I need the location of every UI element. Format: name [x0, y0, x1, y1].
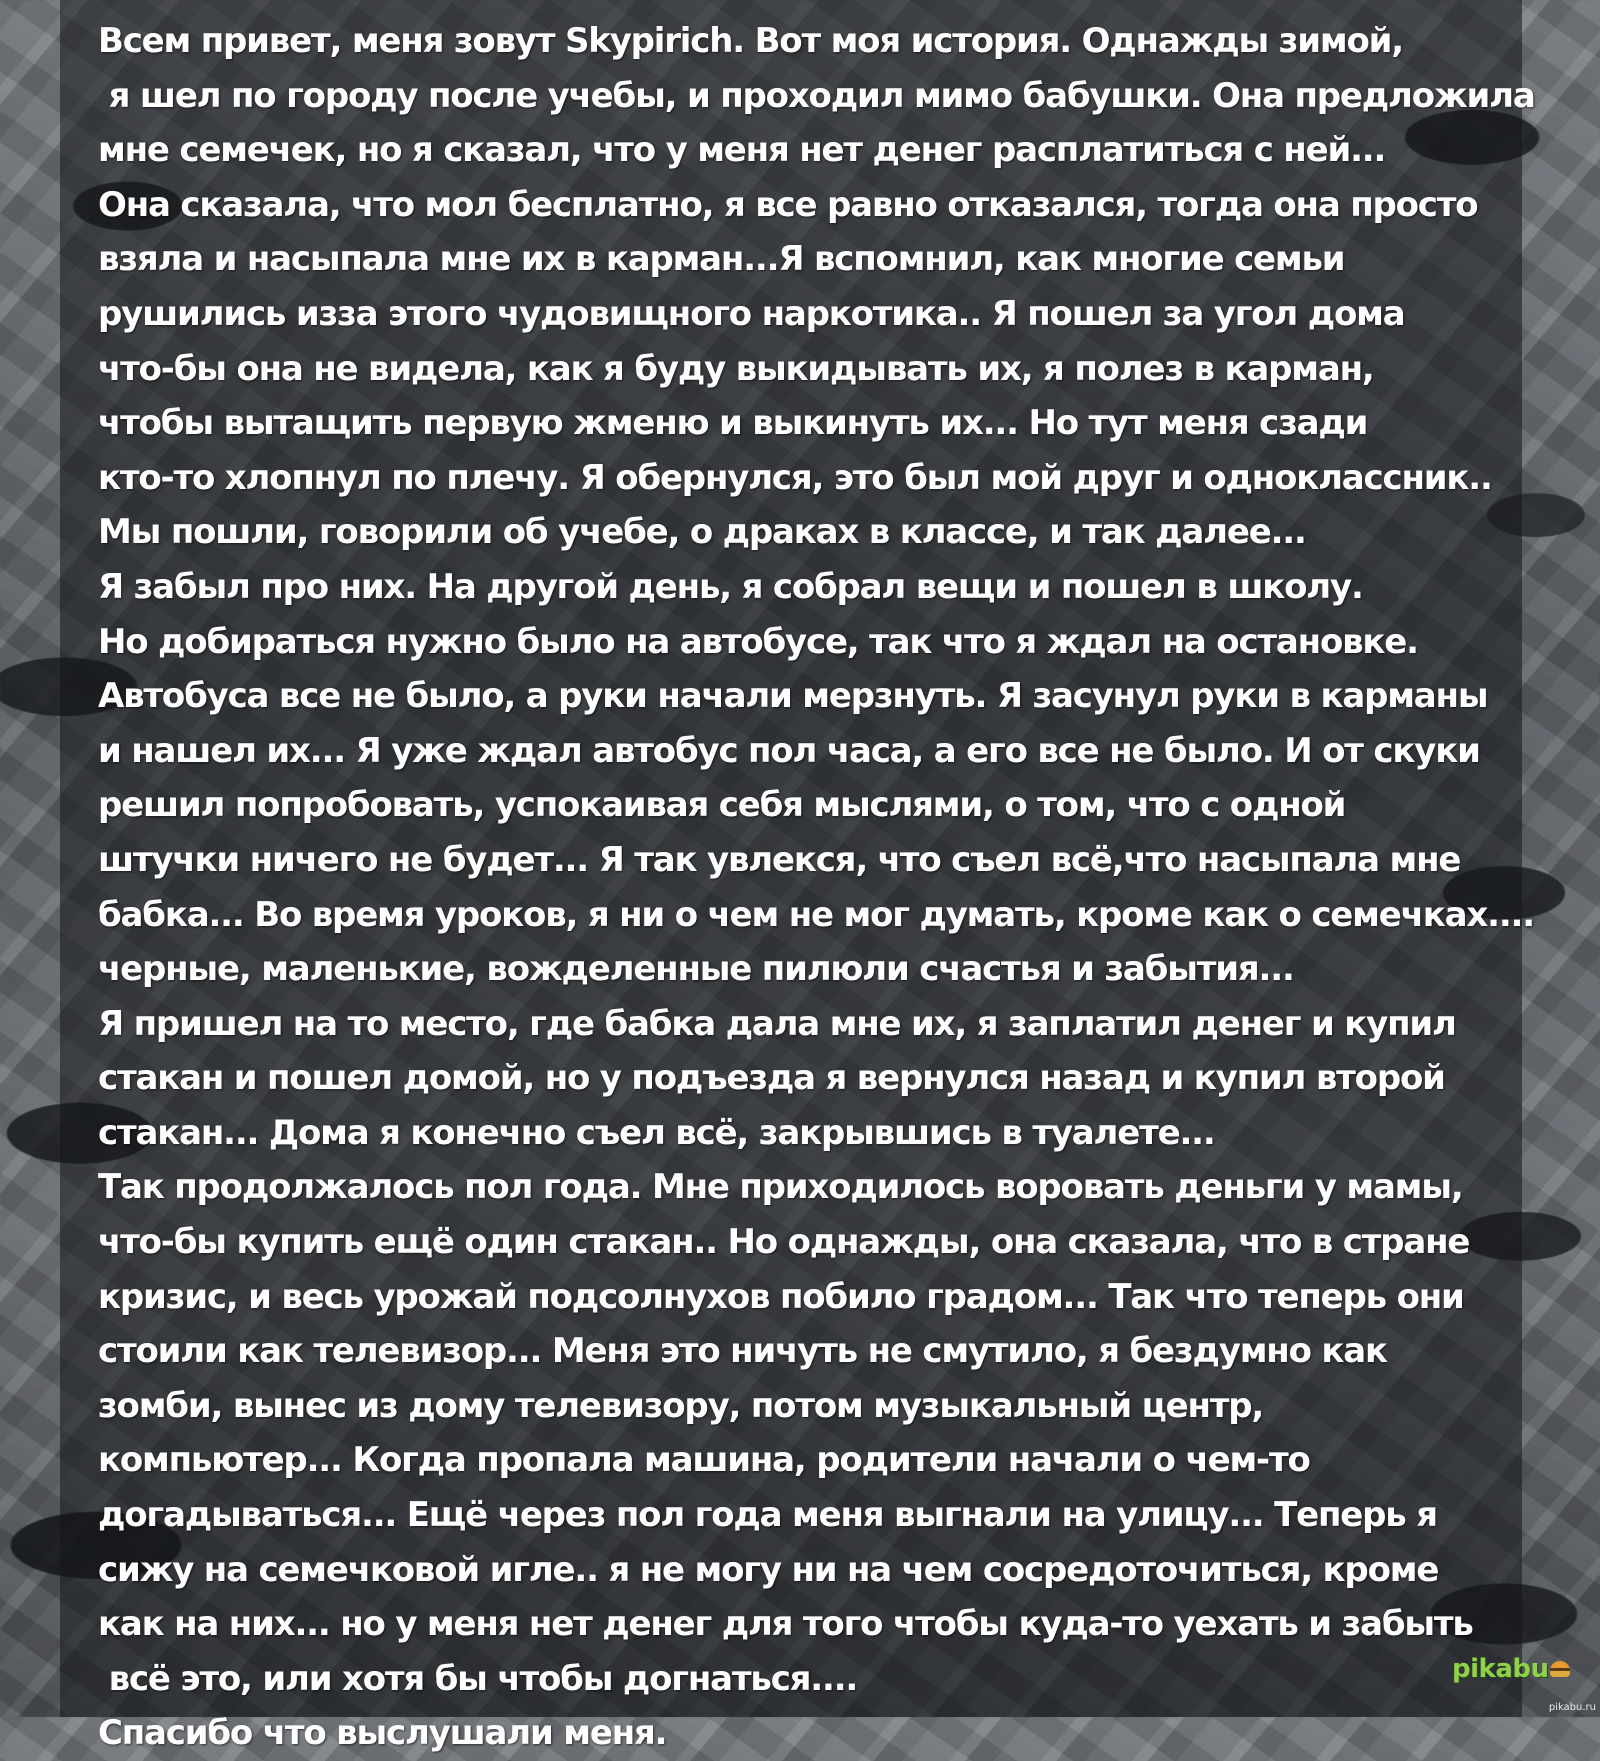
story-line: стакан и пошел домой, но у подъезда я вернулся назад и купил второй — [98, 1058, 1445, 1099]
story-line: кто-то хлопнул по плечу. Я обернулся, это был мой друг и одноклассник.. — [98, 457, 1492, 498]
story-line: штучки ничего не будет... Я так увлекся, что съел всё,что насыпала мне — [98, 839, 1461, 880]
story-line: стоили как телевизор... Меня это ничуть не смутило, я бездумно как — [98, 1331, 1387, 1372]
pikabu-logo-text: pikabu — [1452, 1654, 1549, 1684]
story-line: что-бы купить ещё один стакан.. Но однажды, она сказала, что в стране — [98, 1222, 1470, 1263]
story-line: Спасибо что выслушали меня. — [98, 1713, 667, 1754]
story-line: Всем привет, меня зовут Skypirich. Вот моя история. Однажды зимой, — [98, 21, 1403, 61]
story-line: кризис, и весь урожай подсолнухов побило градом... Так что теперь они — [98, 1276, 1464, 1317]
site-watermark: pikabu.ru — [1548, 1702, 1596, 1713]
story-line: Так продолжалось пол года. Мне приходилось воровать деньги у мамы, — [98, 1167, 1463, 1208]
story-line: Я забыл про них. На другой день, я собрал вещи и пошел в школу. — [98, 566, 1363, 607]
story-line: всё это, или хотя бы чтобы догнаться.... — [98, 1658, 858, 1699]
burger-icon — [1550, 1661, 1570, 1677]
story-line: Мы пошли, говорили об учебе, о драках в классе, и так далее... — [98, 512, 1306, 553]
story-line: догадываться... Ещё через пол года меня выгнали на улицу... Теперь я — [98, 1495, 1437, 1536]
story-line: компьютер... Когда пропала машина, родители начали о чем-то — [98, 1440, 1310, 1481]
story-line: Я пришел на то место, где бабка дала мне их, я заплатил денег и купил — [98, 1003, 1456, 1044]
story-line: бабка... Во время уроков, я ни о чем не мог думать, кроме как о семечках.... — [98, 894, 1534, 935]
story-text — [98, 14, 1538, 1761]
story-line: стакан... Дома я конечно съел всё, закрывшись в туалете... — [98, 1112, 1215, 1153]
story-line: как на них... но у меня нет денег для того чтобы куда-то уехать и забыть — [98, 1604, 1473, 1645]
story-line: взяла и насыпала мне их в карман...Я вспомнил, как многие семьи — [98, 239, 1345, 280]
story-line: чтобы вытащить первую жменю и выкинуть их... Но тут меня сзади — [98, 403, 1368, 444]
story-line: черные, маленькие, вожделенные пилюли счастья и забытия... — [98, 949, 1294, 990]
story-line: зомби, вынес из дому телевизору, потом музыкальный центр, — [98, 1385, 1264, 1426]
story-line: и нашел их... Я уже ждал автобус пол часа, а его все не было. И от скуки — [98, 730, 1480, 771]
story-line: Она сказала, что мол бесплатно, я все равно отказался, тогда она просто — [98, 184, 1478, 225]
story-line: Автобуса все не было, а руки начали мерзнуть. Я засунул руки в карманы — [98, 676, 1488, 717]
story-line: рушились изза этого чудовищного наркотика.. Я пошел за угол дома — [98, 293, 1405, 334]
story-line: что-бы она не видела, как я буду выкидывать их, я полез в карман, — [98, 348, 1374, 389]
story-line: сижу на семечковой игле.. я не могу ни на чем сосредоточиться, кроме — [98, 1549, 1439, 1590]
story-line: я шел по городу после учебы, и проходил мимо бабушки. Она предложила — [98, 75, 1535, 116]
story-line: решил попробовать, успокаивая себя мыслями, о том, что с одной — [98, 785, 1346, 826]
story-line: мне семечек, но я сказал, что у меня нет денег расплатиться с ней... — [98, 130, 1386, 171]
story-line: Но добираться нужно было на автобусе, так что я ждал на остановке. — [98, 621, 1418, 662]
pikabu-logo — [1452, 1654, 1570, 1684]
